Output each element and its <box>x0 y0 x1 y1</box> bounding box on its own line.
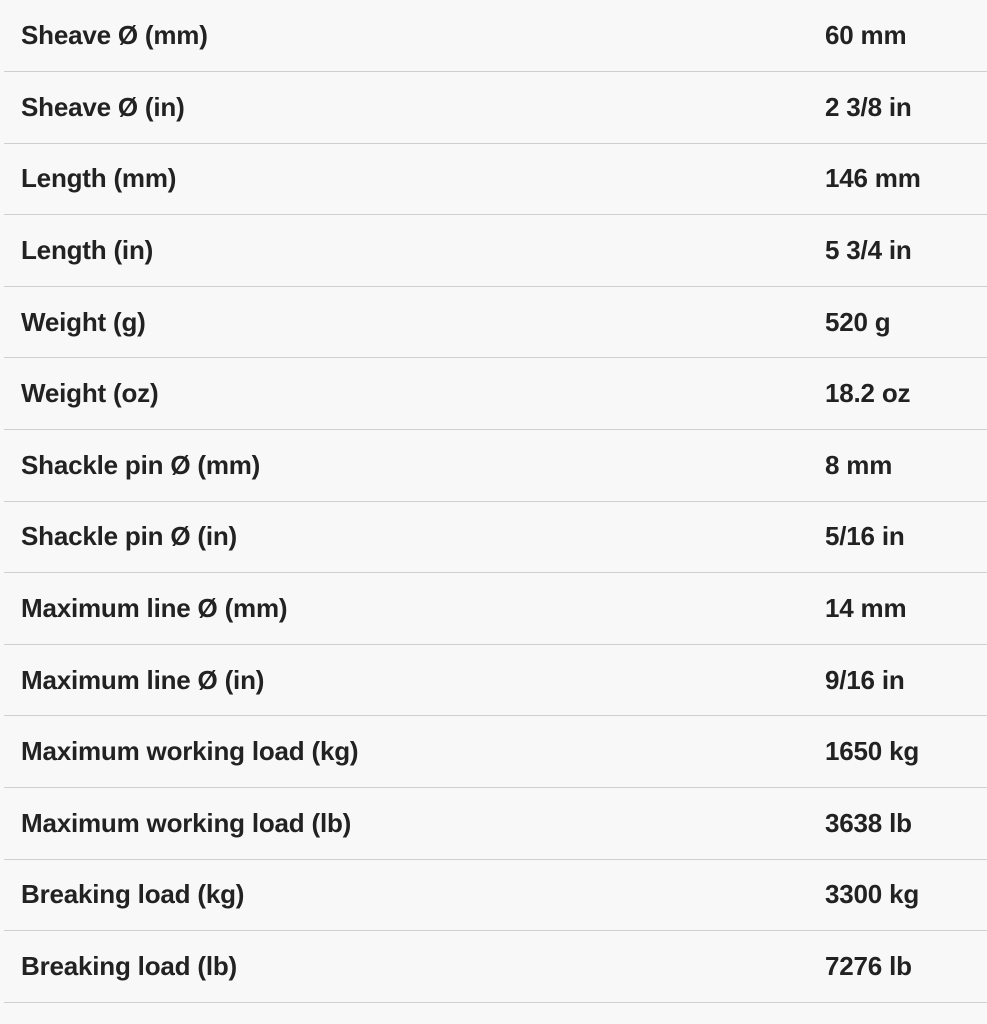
spec-label: Length (mm) <box>21 163 177 194</box>
spec-label: Maximum line Ø (in) <box>21 664 265 695</box>
spec-value: 2 3/8 in <box>825 91 912 122</box>
spec-value: 5/16 in <box>825 521 905 552</box>
spec-value: 14 mm <box>825 593 907 624</box>
spec-table-body <box>4 0 987 1002</box>
spec-row-max-line-diameter-in <box>4 644 987 716</box>
spec-value: 520 g <box>825 306 891 337</box>
spec-row-breaking-load-kg <box>4 859 987 931</box>
spec-label: Maximum line Ø (mm) <box>21 593 288 624</box>
spec-value: 3300 kg <box>825 879 920 910</box>
spec-label: Maximum working load (kg) <box>21 736 359 767</box>
spec-label: Sheave Ø (in) <box>21 91 185 122</box>
spec-value: 9/16 in <box>825 664 905 695</box>
spec-row-length-mm <box>4 143 987 215</box>
spec-row-max-working-load-lb <box>4 788 987 860</box>
spec-label: Maximum working load (lb) <box>21 807 352 838</box>
spec-value: 18.2 oz <box>825 378 911 409</box>
spec-value: 60 mm <box>825 20 907 51</box>
spec-value: 8 mm <box>825 449 893 480</box>
spec-value: 1650 kg <box>825 736 920 767</box>
spec-label: Sheave Ø (mm) <box>21 20 208 51</box>
spec-row-breaking-load-lb <box>4 931 987 1003</box>
spec-row-length-in <box>4 215 987 287</box>
spec-label: Breaking load (lb) <box>21 951 237 982</box>
spec-row-sheave-diameter-mm <box>4 0 987 72</box>
spec-row-weight-g <box>4 286 987 358</box>
spec-row-max-line-diameter-mm <box>4 573 987 645</box>
spec-value: 5 3/4 in <box>825 235 912 266</box>
spec-label: Length (in) <box>21 235 154 266</box>
spec-row-shackle-pin-diameter-in <box>4 501 987 573</box>
spec-value: 3638 lb <box>825 807 912 838</box>
spec-label: Shackle pin Ø (mm) <box>21 449 261 480</box>
spec-row-weight-oz <box>4 358 987 430</box>
spec-value: 7276 lb <box>825 951 912 982</box>
spec-row-max-working-load-kg <box>4 716 987 788</box>
spec-label: Shackle pin Ø (in) <box>21 521 237 552</box>
spec-value: 146 mm <box>825 163 921 194</box>
spec-row-sheave-diameter-in <box>4 72 987 144</box>
spec-row-shackle-pin-diameter-mm <box>4 430 987 502</box>
spec-table <box>4 0 987 1003</box>
spec-label: Weight (g) <box>21 306 146 337</box>
spec-label: Weight (oz) <box>21 378 159 409</box>
spec-label: Breaking load (kg) <box>21 879 245 910</box>
